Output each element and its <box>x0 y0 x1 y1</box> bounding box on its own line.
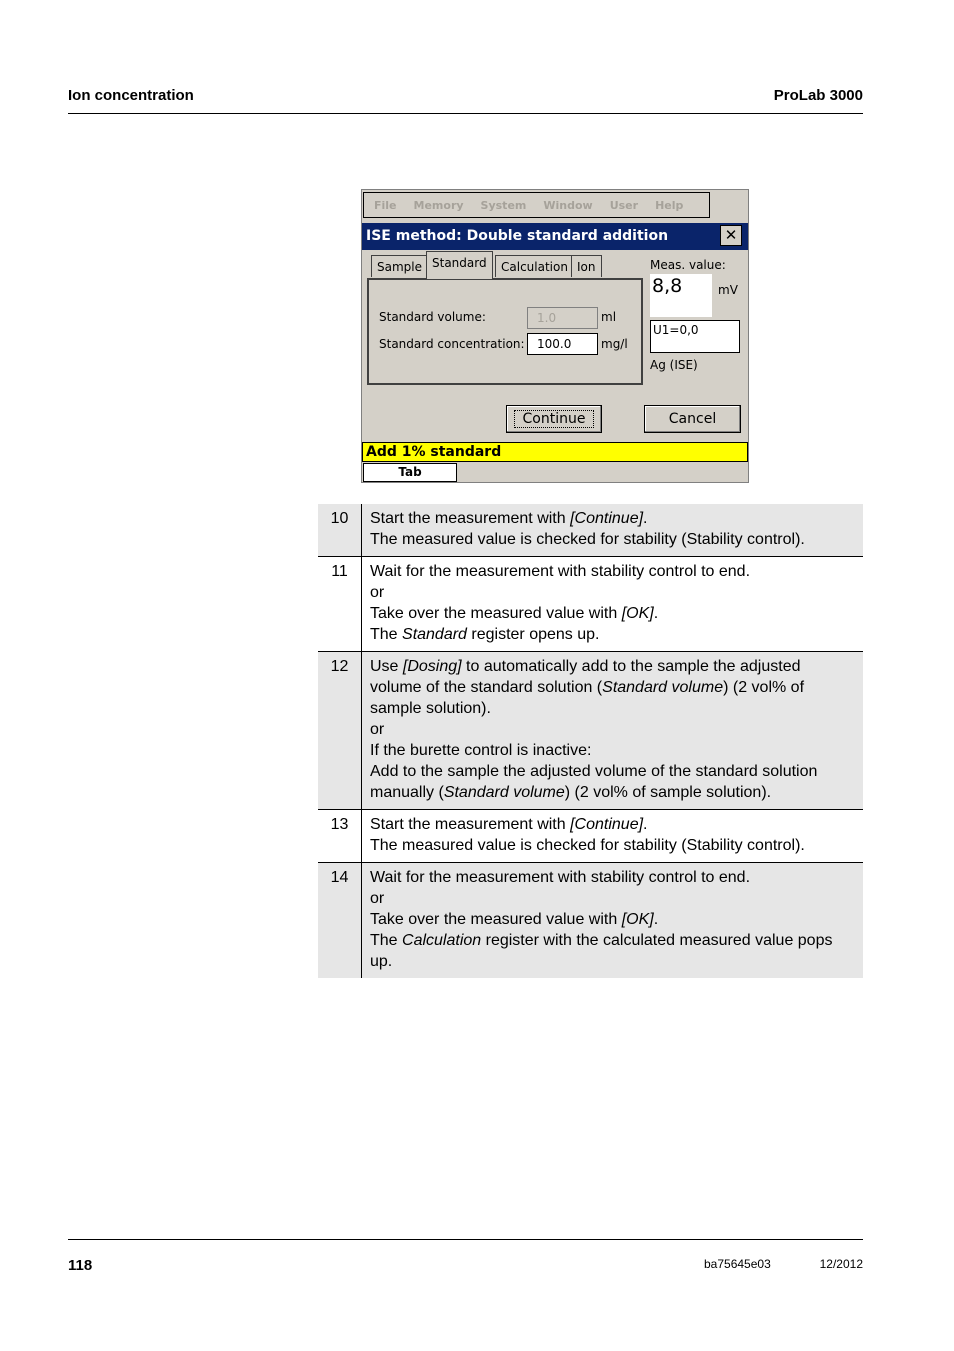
step-fragment: or <box>370 721 385 738</box>
menu-memory[interactable]: Memory <box>413 198 464 212</box>
close-icon: ✕ <box>724 226 738 244</box>
step-fragment: Start the measurement with <box>370 816 571 833</box>
running-header-right: ProLab 3000 <box>773 87 863 104</box>
step-fragment: Add to the sample the adjusted volume of the standard solution manually ( <box>370 763 818 801</box>
step-fragment: The <box>370 626 403 643</box>
step-line <box>370 888 855 909</box>
step-line <box>370 814 855 835</box>
electrode-label: Ag (ISE) <box>650 358 698 372</box>
step-emphasis: [Continue] <box>570 510 644 527</box>
step-text <box>362 810 864 863</box>
step-line <box>370 930 855 972</box>
step-fragment: If the burette control is inactive: <box>370 742 592 759</box>
standard-volume-field[interactable]: 1.0 <box>527 307 598 329</box>
u1-display: U1=0,0 <box>650 320 740 353</box>
step-emphasis: [Continue] <box>570 816 644 833</box>
menu-system[interactable]: System <box>480 198 527 212</box>
menu-user[interactable]: User <box>609 198 639 212</box>
step-fragment: register with the calculated measured value pops up. <box>370 932 833 970</box>
step-line <box>370 603 855 624</box>
step-fragment: or <box>370 584 385 601</box>
step-number: 10 <box>318 504 362 557</box>
step-fragment: or <box>370 890 385 907</box>
step-number: 11 <box>318 557 362 652</box>
menu-bar <box>363 192 710 218</box>
status-message: Add 1% standard <box>362 442 748 462</box>
step-fragment: to automatically add to the sample the adjusted volume of the standard solution ( <box>370 658 801 696</box>
standard-concentration-field[interactable]: 100.0 <box>527 333 598 355</box>
step-fragment: ) (2 vol% of sample solution). <box>370 679 805 717</box>
document-date: 12/2012 <box>819 1257 863 1271</box>
step-line <box>370 561 855 582</box>
meas-value-display: 8,8 <box>650 274 712 317</box>
standard-concentration-label: Standard concentration: <box>379 337 525 351</box>
standard-concentration-unit: mg/l <box>601 337 628 351</box>
menu-file[interactable]: File <box>374 198 397 212</box>
step-text <box>362 557 864 652</box>
step-fragment: Wait for the measurement with stability control to end. <box>370 563 751 580</box>
meas-unit: mV <box>718 283 738 297</box>
device-screenshot <box>361 189 749 483</box>
step-line <box>370 582 855 603</box>
step-line <box>370 508 855 529</box>
step-fragment: Use <box>370 658 403 675</box>
step-line <box>370 624 855 645</box>
document-code: ba75645e03 <box>704 1257 771 1271</box>
dialog-title-bar <box>362 223 748 250</box>
continue-button[interactable] <box>506 405 602 433</box>
step-emphasis: [OK] <box>621 911 654 928</box>
cancel-button[interactable]: Cancel <box>644 405 741 433</box>
step-line <box>370 719 855 740</box>
tab-ion[interactable]: Ion <box>571 255 602 277</box>
step-emphasis: Standard <box>402 626 467 643</box>
menu-help[interactable]: Help <box>655 198 684 212</box>
step-row <box>318 504 863 557</box>
step-line <box>370 740 855 761</box>
step-emphasis: Standard volume <box>602 679 724 696</box>
step-line <box>370 656 855 719</box>
step-line <box>370 867 855 888</box>
step-emphasis: Standard volume <box>443 784 565 801</box>
step-line <box>370 909 855 930</box>
step-emphasis: [Dosing] <box>402 658 462 675</box>
step-row <box>318 810 863 863</box>
step-fragment: . <box>643 816 648 833</box>
tab-softkey[interactable]: Tab <box>363 463 457 482</box>
tab-calculation[interactable]: Calculation <box>495 255 574 277</box>
step-number: 13 <box>318 810 362 863</box>
step-fragment: The measured value is checked for stability (Stability control). <box>370 837 805 854</box>
step-fragment: The measured value is checked for stability (Stability control). <box>370 531 805 548</box>
step-fragment: The <box>370 932 403 949</box>
step-number: 14 <box>318 863 362 979</box>
tab-sample[interactable]: Sample <box>371 255 428 277</box>
menu-window[interactable]: Window <box>543 198 593 212</box>
step-fragment: . <box>653 605 659 622</box>
step-line <box>370 529 855 550</box>
step-fragment: Take over the measured value with <box>370 911 622 928</box>
step-text <box>362 863 864 979</box>
step-fragment: register opens up. <box>466 626 600 643</box>
step-row <box>318 557 863 652</box>
step-fragment: Take over the measured value with <box>370 605 622 622</box>
step-line <box>370 835 855 856</box>
tab-standard[interactable]: Standard <box>426 251 493 279</box>
step-text <box>362 504 864 557</box>
step-fragment: Start the measurement with <box>370 510 571 527</box>
page-number: 118 <box>68 1257 93 1274</box>
step-fragment: ) (2 vol% of sample solution). <box>564 784 772 801</box>
step-emphasis: Calculation <box>402 932 482 949</box>
meas-value-label: Meas. value: <box>650 258 726 272</box>
header-rule <box>68 113 863 114</box>
step-fragment: . <box>653 911 659 928</box>
step-fragment: Wait for the measurement with stability control to end. <box>370 869 751 886</box>
continue-button-label: Continue <box>514 410 595 428</box>
running-header-left: Ion concentration <box>68 87 194 104</box>
step-row <box>318 652 863 810</box>
standard-volume-unit: ml <box>601 310 617 324</box>
step-emphasis: [OK] <box>621 605 654 622</box>
step-number: 12 <box>318 652 362 810</box>
step-line <box>370 761 855 803</box>
step-text <box>362 652 864 810</box>
dialog-title: ISE method: Double standard addition <box>366 228 669 244</box>
step-table <box>318 504 863 978</box>
close-button[interactable] <box>720 225 742 246</box>
step-fragment: . <box>643 510 648 527</box>
standard-volume-label: Standard volume: <box>379 310 486 324</box>
footer-rule <box>68 1239 863 1240</box>
tab-panel <box>367 278 643 385</box>
step-row <box>318 863 863 979</box>
